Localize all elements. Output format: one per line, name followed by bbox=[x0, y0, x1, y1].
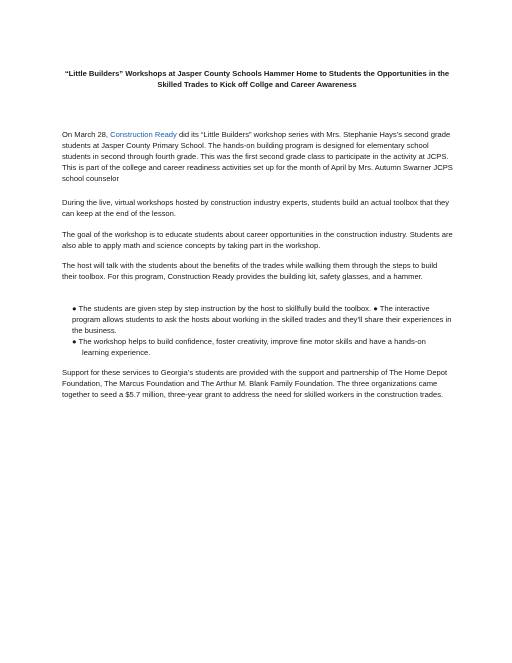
paragraph-support: Support for these services to Georgia’s students are provided with the support and partnership of The Home Depot Foundation, The Marcus Foundation and The Arthur M. Blank Family Foundation. The three organizations came together to seed a $5.7 million, three-year grant to address the need for skilled workers in the construction trades. bbox=[62, 368, 448, 399]
document-title: “Little Builders” Workshops at Jasper County Schools Hammer Home to Students the Opportunities in the Skilled Trades to Kick off Collge and Career Awareness bbox=[64, 69, 450, 89]
paragraph-host: The host will talk with the students about the benefits of the trades while walking them through the steps to build their toolbox. For this program, Construction Ready provides the building kit, safety glasses, and a hammer. bbox=[62, 261, 438, 281]
bullet-item-confidence: ● The workshop helps to build confidence, foster creativity, improve fine motor skills and have a hands-on learning experience. bbox=[72, 337, 426, 357]
paragraph-workshops: During the live, virtual workshops hosted by construction industry experts, students build an actual toolbox that they can keep at the end of the lesson. bbox=[62, 198, 450, 218]
paragraph-goal: The goal of the workshop is to educate students about career opportunities in the construction industry. Students are also able to apply math and science concepts by taking part in the workshop. bbox=[62, 230, 453, 250]
intro-text-start: On March 28, bbox=[62, 130, 111, 139]
bullet-list bbox=[72, 303, 454, 358]
bullet-item-instruction: ● The students are given step by step instruction by the host to skillfully build the toolbox. ● The interactive program allows students to ask the hosts about working in the skilled trades and they’ll share their experiences in the business. bbox=[72, 304, 452, 335]
paragraph-intro bbox=[62, 129, 454, 184]
intro-text-rest: did its “Little Builders” workshop series with Mrs. Stephanie Hays’s second grade students at Jasper County Primary School. The hands-on building program is designed for elementary school students in second through fourth grade. This was the first second grade class to participate in the activity at JCPS. This is part of the college and career readiness activities set up for the month of April by Mrs. Autumn Swarner JCPS school counselor bbox=[62, 130, 453, 183]
construction-ready-link[interactable]: Construction Ready bbox=[110, 130, 177, 139]
